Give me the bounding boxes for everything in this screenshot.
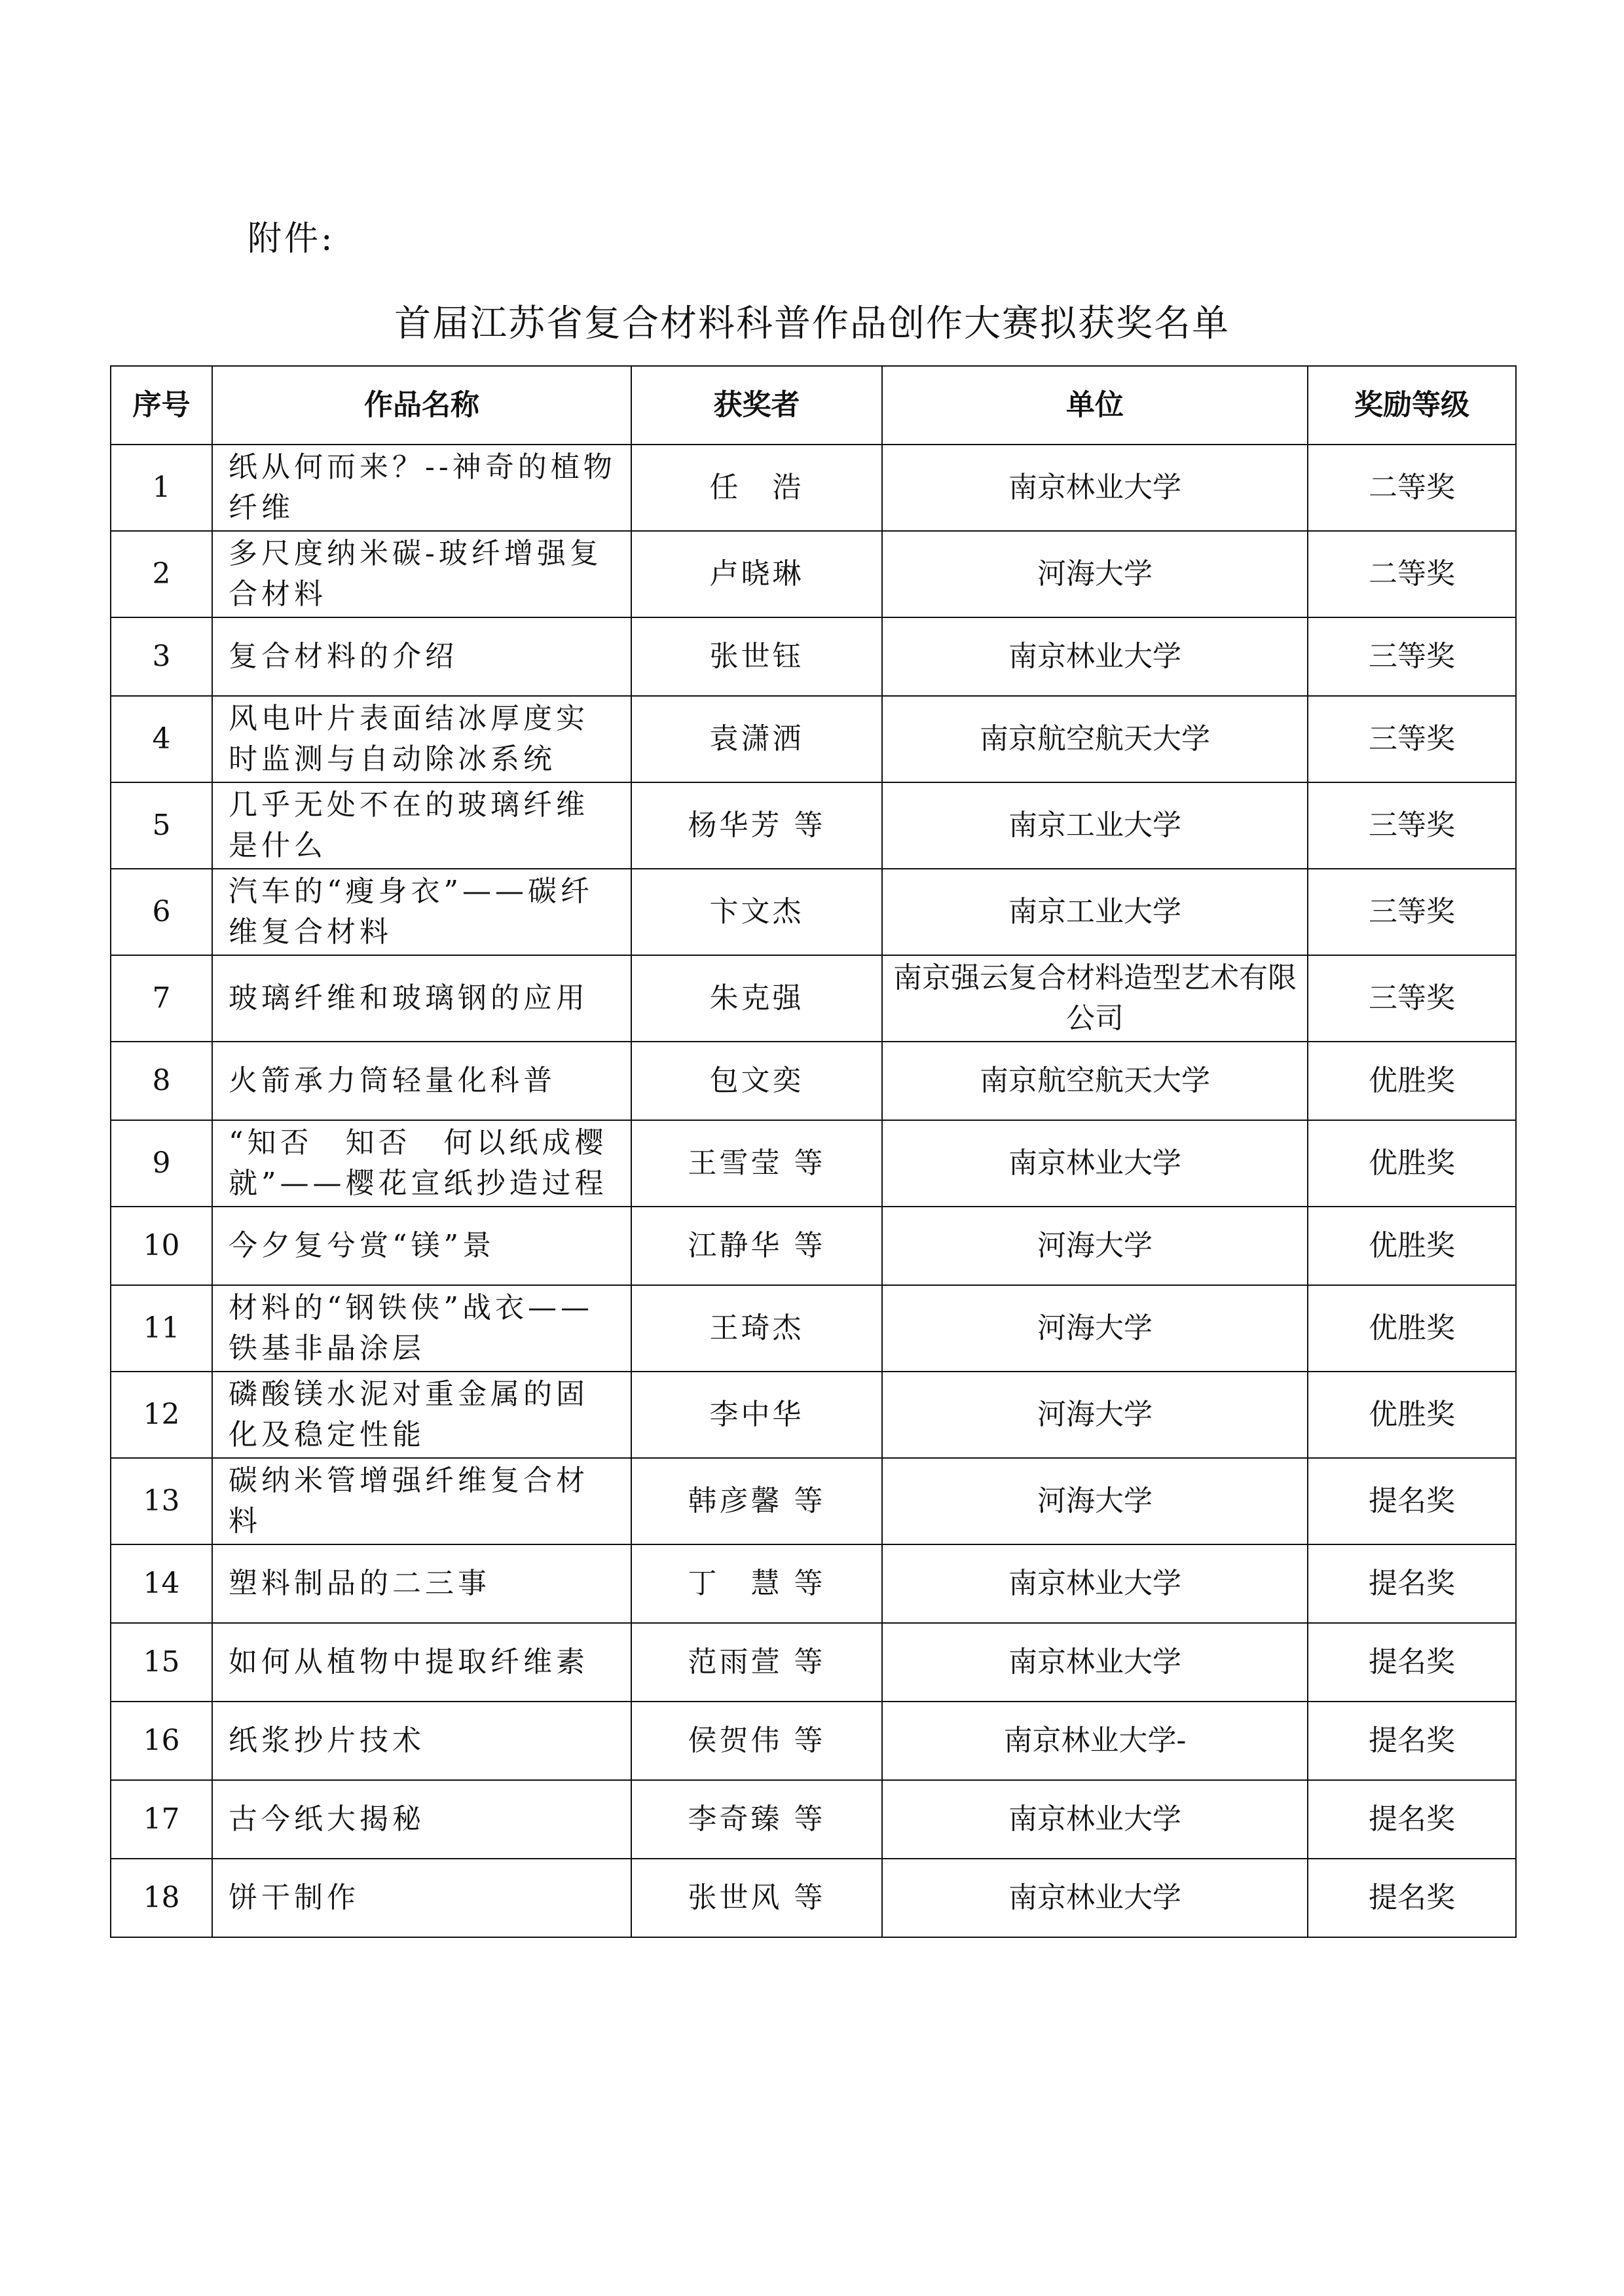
cell-winner: 王琦杰 xyxy=(631,1285,882,1372)
cell-no: 17 xyxy=(111,1780,212,1859)
cell-unit: 南京强云复合材料造型艺术有限公司 xyxy=(882,955,1308,1042)
cell-no: 10 xyxy=(111,1207,212,1285)
cell-no: 12 xyxy=(111,1372,212,1458)
cell-award: 提名奖 xyxy=(1308,1544,1516,1623)
table-row xyxy=(111,1623,1516,1702)
cell-award: 三等奖 xyxy=(1308,696,1516,782)
table-row xyxy=(111,696,1516,782)
cell-award: 提名奖 xyxy=(1308,1702,1516,1780)
cell-winner: 侯贺伟 等 xyxy=(631,1702,882,1780)
cell-work: 塑料制品的二三事 xyxy=(212,1544,631,1623)
cell-award: 二等奖 xyxy=(1308,531,1516,617)
cell-work: 如何从植物中提取纤维素 xyxy=(212,1623,631,1702)
cell-work: 玻璃纤维和玻璃钢的应用 xyxy=(212,955,631,1042)
cell-work: 古今纸大揭秘 xyxy=(212,1780,631,1859)
cell-no: 13 xyxy=(111,1458,212,1544)
table-row xyxy=(111,1120,1516,1207)
cell-unit: 南京航空航天大学 xyxy=(882,1042,1308,1120)
cell-unit: 南京林业大学 xyxy=(882,445,1308,531)
cell-work: 复合材料的介绍 xyxy=(212,617,631,696)
cell-award: 优胜奖 xyxy=(1308,1207,1516,1285)
cell-work: 磷酸镁水泥对重金属的固化及稳定性能 xyxy=(212,1372,631,1458)
cell-winner: 李奇臻 等 xyxy=(631,1780,882,1859)
cell-winner: 张世钰 xyxy=(631,617,882,696)
cell-no: 6 xyxy=(111,869,212,955)
cell-award: 提名奖 xyxy=(1308,1859,1516,1937)
cell-work: 多尺度纳米碳-玻纤增强复合材料 xyxy=(212,531,631,617)
cell-award: 提名奖 xyxy=(1308,1623,1516,1702)
cell-award: 三等奖 xyxy=(1308,869,1516,955)
cell-award: 三等奖 xyxy=(1308,782,1516,869)
cell-unit: 南京林业大学 xyxy=(882,1780,1308,1859)
header-no: 序号 xyxy=(111,366,212,445)
table-row xyxy=(111,1042,1516,1120)
cell-unit: 南京林业大学- xyxy=(882,1702,1308,1780)
cell-winner: 朱克强 xyxy=(631,955,882,1042)
cell-work: 纸从何而来？--神奇的植物纤维 xyxy=(212,445,631,531)
table-row xyxy=(111,869,1516,955)
cell-no: 11 xyxy=(111,1285,212,1372)
cell-winner: 卢晓琳 xyxy=(631,531,882,617)
table-row xyxy=(111,445,1516,531)
cell-award: 优胜奖 xyxy=(1308,1372,1516,1458)
table-row xyxy=(111,1207,1516,1285)
table-row xyxy=(111,1458,1516,1544)
cell-work: 今夕复兮赏“镁”景 xyxy=(212,1207,631,1285)
cell-no: 3 xyxy=(111,617,212,696)
cell-winner: 卞文杰 xyxy=(631,869,882,955)
page-title: 首届江苏省复合材料科普作品创作大赛拟获奖名单 xyxy=(394,302,1230,345)
attachment-label: 附件: xyxy=(248,219,335,259)
cell-winner: 任 浩 xyxy=(631,445,882,531)
cell-work: 饼干制作 xyxy=(212,1859,631,1937)
table-row xyxy=(111,1859,1516,1937)
cell-award: 优胜奖 xyxy=(1308,1285,1516,1372)
cell-no: 7 xyxy=(111,955,212,1042)
cell-award: 优胜奖 xyxy=(1308,1120,1516,1207)
cell-unit: 南京林业大学 xyxy=(882,1859,1308,1937)
cell-work: 纸浆抄片技术 xyxy=(212,1702,631,1780)
cell-no: 1 xyxy=(111,445,212,531)
cell-unit: 南京工业大学 xyxy=(882,869,1308,955)
cell-winner: 丁 慧 等 xyxy=(631,1544,882,1623)
cell-unit: 南京工业大学 xyxy=(882,782,1308,869)
cell-no: 18 xyxy=(111,1859,212,1937)
cell-no: 8 xyxy=(111,1042,212,1120)
table-row xyxy=(111,782,1516,869)
table-row xyxy=(111,617,1516,696)
cell-winner: 江静华 等 xyxy=(631,1207,882,1285)
cell-award: 二等奖 xyxy=(1308,445,1516,531)
cell-work: 几乎无处不在的玻璃纤维是什么 xyxy=(212,782,631,869)
cell-unit: 南京航空航天大学 xyxy=(882,696,1308,782)
cell-unit: 河海大学 xyxy=(882,1285,1308,1372)
cell-winner: 韩彦馨 等 xyxy=(631,1458,882,1544)
cell-no: 2 xyxy=(111,531,212,617)
cell-winner: 李中华 xyxy=(631,1372,882,1458)
cell-award: 三等奖 xyxy=(1308,617,1516,696)
cell-work: 汽车的“瘦身衣”——碳纤维复合材料 xyxy=(212,869,631,955)
table-row xyxy=(111,1544,1516,1623)
cell-winner: 杨华芳 等 xyxy=(631,782,882,869)
cell-no: 16 xyxy=(111,1702,212,1780)
cell-no: 9 xyxy=(111,1120,212,1207)
cell-no: 4 xyxy=(111,696,212,782)
cell-no: 5 xyxy=(111,782,212,869)
cell-award: 三等奖 xyxy=(1308,955,1516,1042)
cell-work: “知否 知否 何以纸成樱就”——樱花宣纸抄造过程 xyxy=(212,1120,631,1207)
cell-unit: 南京林业大学 xyxy=(882,1120,1308,1207)
cell-unit: 南京林业大学 xyxy=(882,1623,1308,1702)
cell-unit: 南京林业大学 xyxy=(882,617,1308,696)
table-row xyxy=(111,531,1516,617)
table-header-row xyxy=(111,366,1516,445)
awards-table xyxy=(110,365,1517,1938)
header-award: 奖励等级 xyxy=(1308,366,1516,445)
cell-winner: 袁潇洒 xyxy=(631,696,882,782)
cell-award: 优胜奖 xyxy=(1308,1042,1516,1120)
cell-work: 火箭承力筒轻量化科普 xyxy=(212,1042,631,1120)
table-row xyxy=(111,955,1516,1042)
cell-unit: 河海大学 xyxy=(882,1207,1308,1285)
header-unit: 单位 xyxy=(882,366,1308,445)
header-work: 作品名称 xyxy=(212,366,631,445)
cell-no: 15 xyxy=(111,1623,212,1702)
cell-winner: 张世风 等 xyxy=(631,1859,882,1937)
cell-unit: 河海大学 xyxy=(882,1372,1308,1458)
cell-work: 碳纳米管增强纤维复合材料 xyxy=(212,1458,631,1544)
table-row xyxy=(111,1702,1516,1780)
cell-winner: 王雪莹 等 xyxy=(631,1120,882,1207)
cell-winner: 包文奕 xyxy=(631,1042,882,1120)
cell-unit: 南京林业大学 xyxy=(882,1544,1308,1623)
cell-winner: 范雨萱 等 xyxy=(631,1623,882,1702)
cell-award: 提名奖 xyxy=(1308,1780,1516,1859)
table-row xyxy=(111,1372,1516,1458)
cell-no: 14 xyxy=(111,1544,212,1623)
cell-unit: 河海大学 xyxy=(882,531,1308,617)
header-winner: 获奖者 xyxy=(631,366,882,445)
table-row xyxy=(111,1780,1516,1859)
table-row xyxy=(111,1285,1516,1372)
cell-work: 材料的“钢铁侠”战衣——铁基非晶涂层 xyxy=(212,1285,631,1372)
cell-work: 风电叶片表面结冰厚度实时监测与自动除冰系统 xyxy=(212,696,631,782)
cell-award: 提名奖 xyxy=(1308,1458,1516,1544)
cell-unit: 河海大学 xyxy=(882,1458,1308,1544)
